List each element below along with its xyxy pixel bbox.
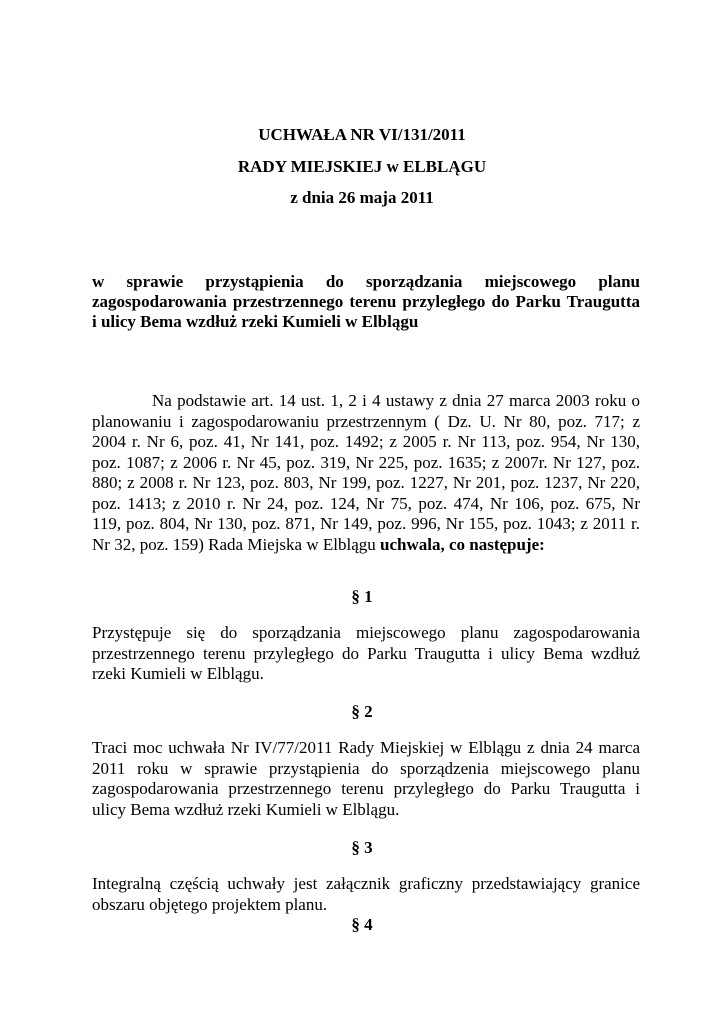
section-2-text xyxy=(92,738,640,820)
preamble-line: planowaniu i zagospodarowaniu przestrzennym ( Dz. U. Nr 80, poz. 717; z xyxy=(92,411,640,431)
preamble-last-plain: Nr 32, poz. 159) Rada Miejska w Elblągu xyxy=(92,534,380,554)
section-1-text xyxy=(92,623,640,685)
section-4-mark: § 4 xyxy=(351,915,373,934)
preamble-line: 119, poz. 804, Nr 130, poz. 871, Nr 149, poz. 996, Nr 155, poz. 1043; z 2011 r. xyxy=(92,514,640,533)
subject-line: i ulicy Bema wzdłuż rzeki Kumieli w Elblągu xyxy=(92,312,419,331)
section-1-mark: § 1 xyxy=(351,587,373,606)
section-line: rzeki Kumieli w Elblągu. xyxy=(92,664,264,683)
section-3-text xyxy=(92,874,640,915)
enacting-clause: uchwala, co następuje: xyxy=(380,534,545,554)
preamble-line: 880; z 2008 r. Nr 123, poz. 803, Nr 199, poz. 1227, Nr 201, poz. 1237, Nr 220, xyxy=(92,473,640,492)
preamble-line: poz. 1413; z 2010 r. Nr 24, poz. 124, Nr 75, poz. 474, Nr 106, poz. 675, Nr xyxy=(92,493,640,513)
issuing-body: RADY MIEJSKIEJ w ELBLĄGU xyxy=(237,157,487,176)
section-line: zagospodarowania przestrzennego terenu przyległego do Parku Traugutta i xyxy=(92,779,640,798)
section-line: 2011 roku w sprawie przystąpienia do sporządzenia miejscowego planu xyxy=(92,758,640,778)
section-2-mark: § 2 xyxy=(351,702,373,721)
section-line: obszaru objętego projektem planu. xyxy=(92,894,328,914)
preamble-line: Na podstawie art. 14 ust. 1, 2 i 4 ustawy z dnia 27 marca 2003 roku o xyxy=(152,391,640,410)
preamble-line: 2004 r. Nr 6, poz. 41, Nr 141, poz. 1492; z 2005 r. Nr 113, poz. 954, Nr 130, xyxy=(92,432,640,451)
section-line: przestrzennego terenu przyległego do Parku Traugutta i ulicy Bema wzdłuż xyxy=(92,643,640,663)
preamble-line: poz. 1087; z 2006 r. Nr 45, poz. 319, Nr 225, poz. 1635; z 2007r. Nr 127, poz. xyxy=(92,452,640,472)
preamble-last-line xyxy=(92,535,640,556)
resolution-subject xyxy=(92,272,640,332)
section-3-mark: § 3 xyxy=(351,838,373,857)
subject-line: zagospodarowania przestrzennego terenu przyległego do Parku Traugutta xyxy=(92,292,640,311)
preamble xyxy=(92,391,640,555)
section-line: Integralną częścią uchwały jest załącznik graficzny przedstawiający granice xyxy=(92,874,640,893)
section-line: Traci moc uchwała Nr IV/77/2011 Rady Miejskiej w Elblągu z dnia 24 marca xyxy=(92,738,640,757)
section-line: ulicy Bema wzdłuż rzeki Kumieli w Elblągu. xyxy=(92,799,400,819)
resolution-number: UCHWAŁA NR VI/131/2011 xyxy=(258,125,466,144)
subject-line: w sprawie przystąpienia do sporządzania miejscowego planu xyxy=(92,272,640,291)
section-line: Przystępuje się do sporządzania miejscowego planu zagospodarowania xyxy=(92,623,640,642)
resolution-date: z dnia 26 maja 2011 xyxy=(290,188,434,207)
